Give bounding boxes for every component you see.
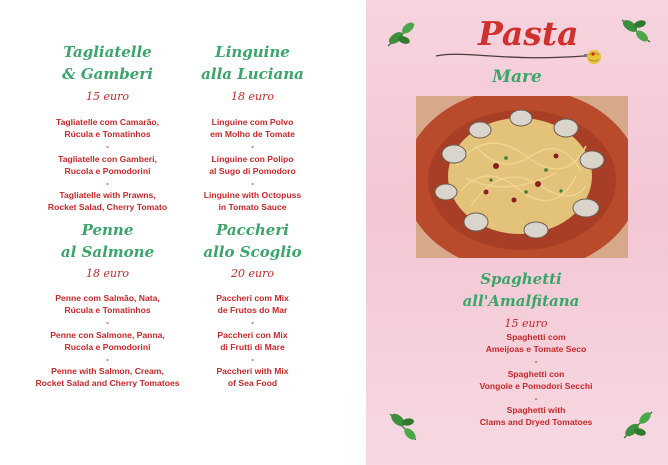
dish-price: 15 euro [86,90,129,103]
dish-description: Spaghetti com Ameijoas e Tomate Seco - Spaghetti con Vongole e Pomodori Secchi - Spaghetti with Clams and Dryed Tomatoes [479,332,593,428]
dish-description: Tagliatelle com Camarão, Rúcula e Tomatinhos - Tagliatelle con Gamberi, Rucola e Pomodorini - Tagliatelle with Prawns, Rocket Salad, Cherry Tomato [47,117,168,213]
section-title: Pasta [478,14,579,53]
dish-title: Penne al Salmone [60,221,155,261]
fork-pasta-icon [434,46,604,66]
section-subtitle: Mare [492,67,542,87]
dish-title: Spaghetti all'Amalfitana [462,270,580,310]
basil-leaf-icon [386,410,422,444]
basil-leaf-icon [620,408,656,442]
spaghetti-vongole-photo [416,96,628,258]
dish-description: Penne com Salmão, Nata, Rúcula e Tomatinhos - Penne con Salmone, Panna, Rucola e Pomodorini - Penne with Salmon, Cream, Rocket Salad and Cherry Tomatoes [35,293,180,389]
dish-description: Linguine com Polvo em Molho de Tomate - Linguine con Polipo al Sugo di Pomodoro - Linguine with Octopuss in Tomato Sauce [203,117,302,213]
dish-title: Paccheri allo Scoglio [203,221,302,261]
basil-leaf-icon [618,14,654,46]
dish-title: Tagliatelle & Gamberi [62,43,153,83]
dish-price: 18 euro [86,267,129,280]
dish-price: 18 euro [231,90,274,103]
dish-price: 15 euro [504,317,548,330]
dish-price: 20 euro [231,267,274,280]
dish-title: Linguine alla Luciana [201,43,304,83]
dish-description: Paccheri com Mix de Frutos do Mar - Paccheri con Mix di Frutti di Mare - Paccheri with Mix of Sea Food [216,293,289,389]
basil-leaf-icon [384,18,420,50]
